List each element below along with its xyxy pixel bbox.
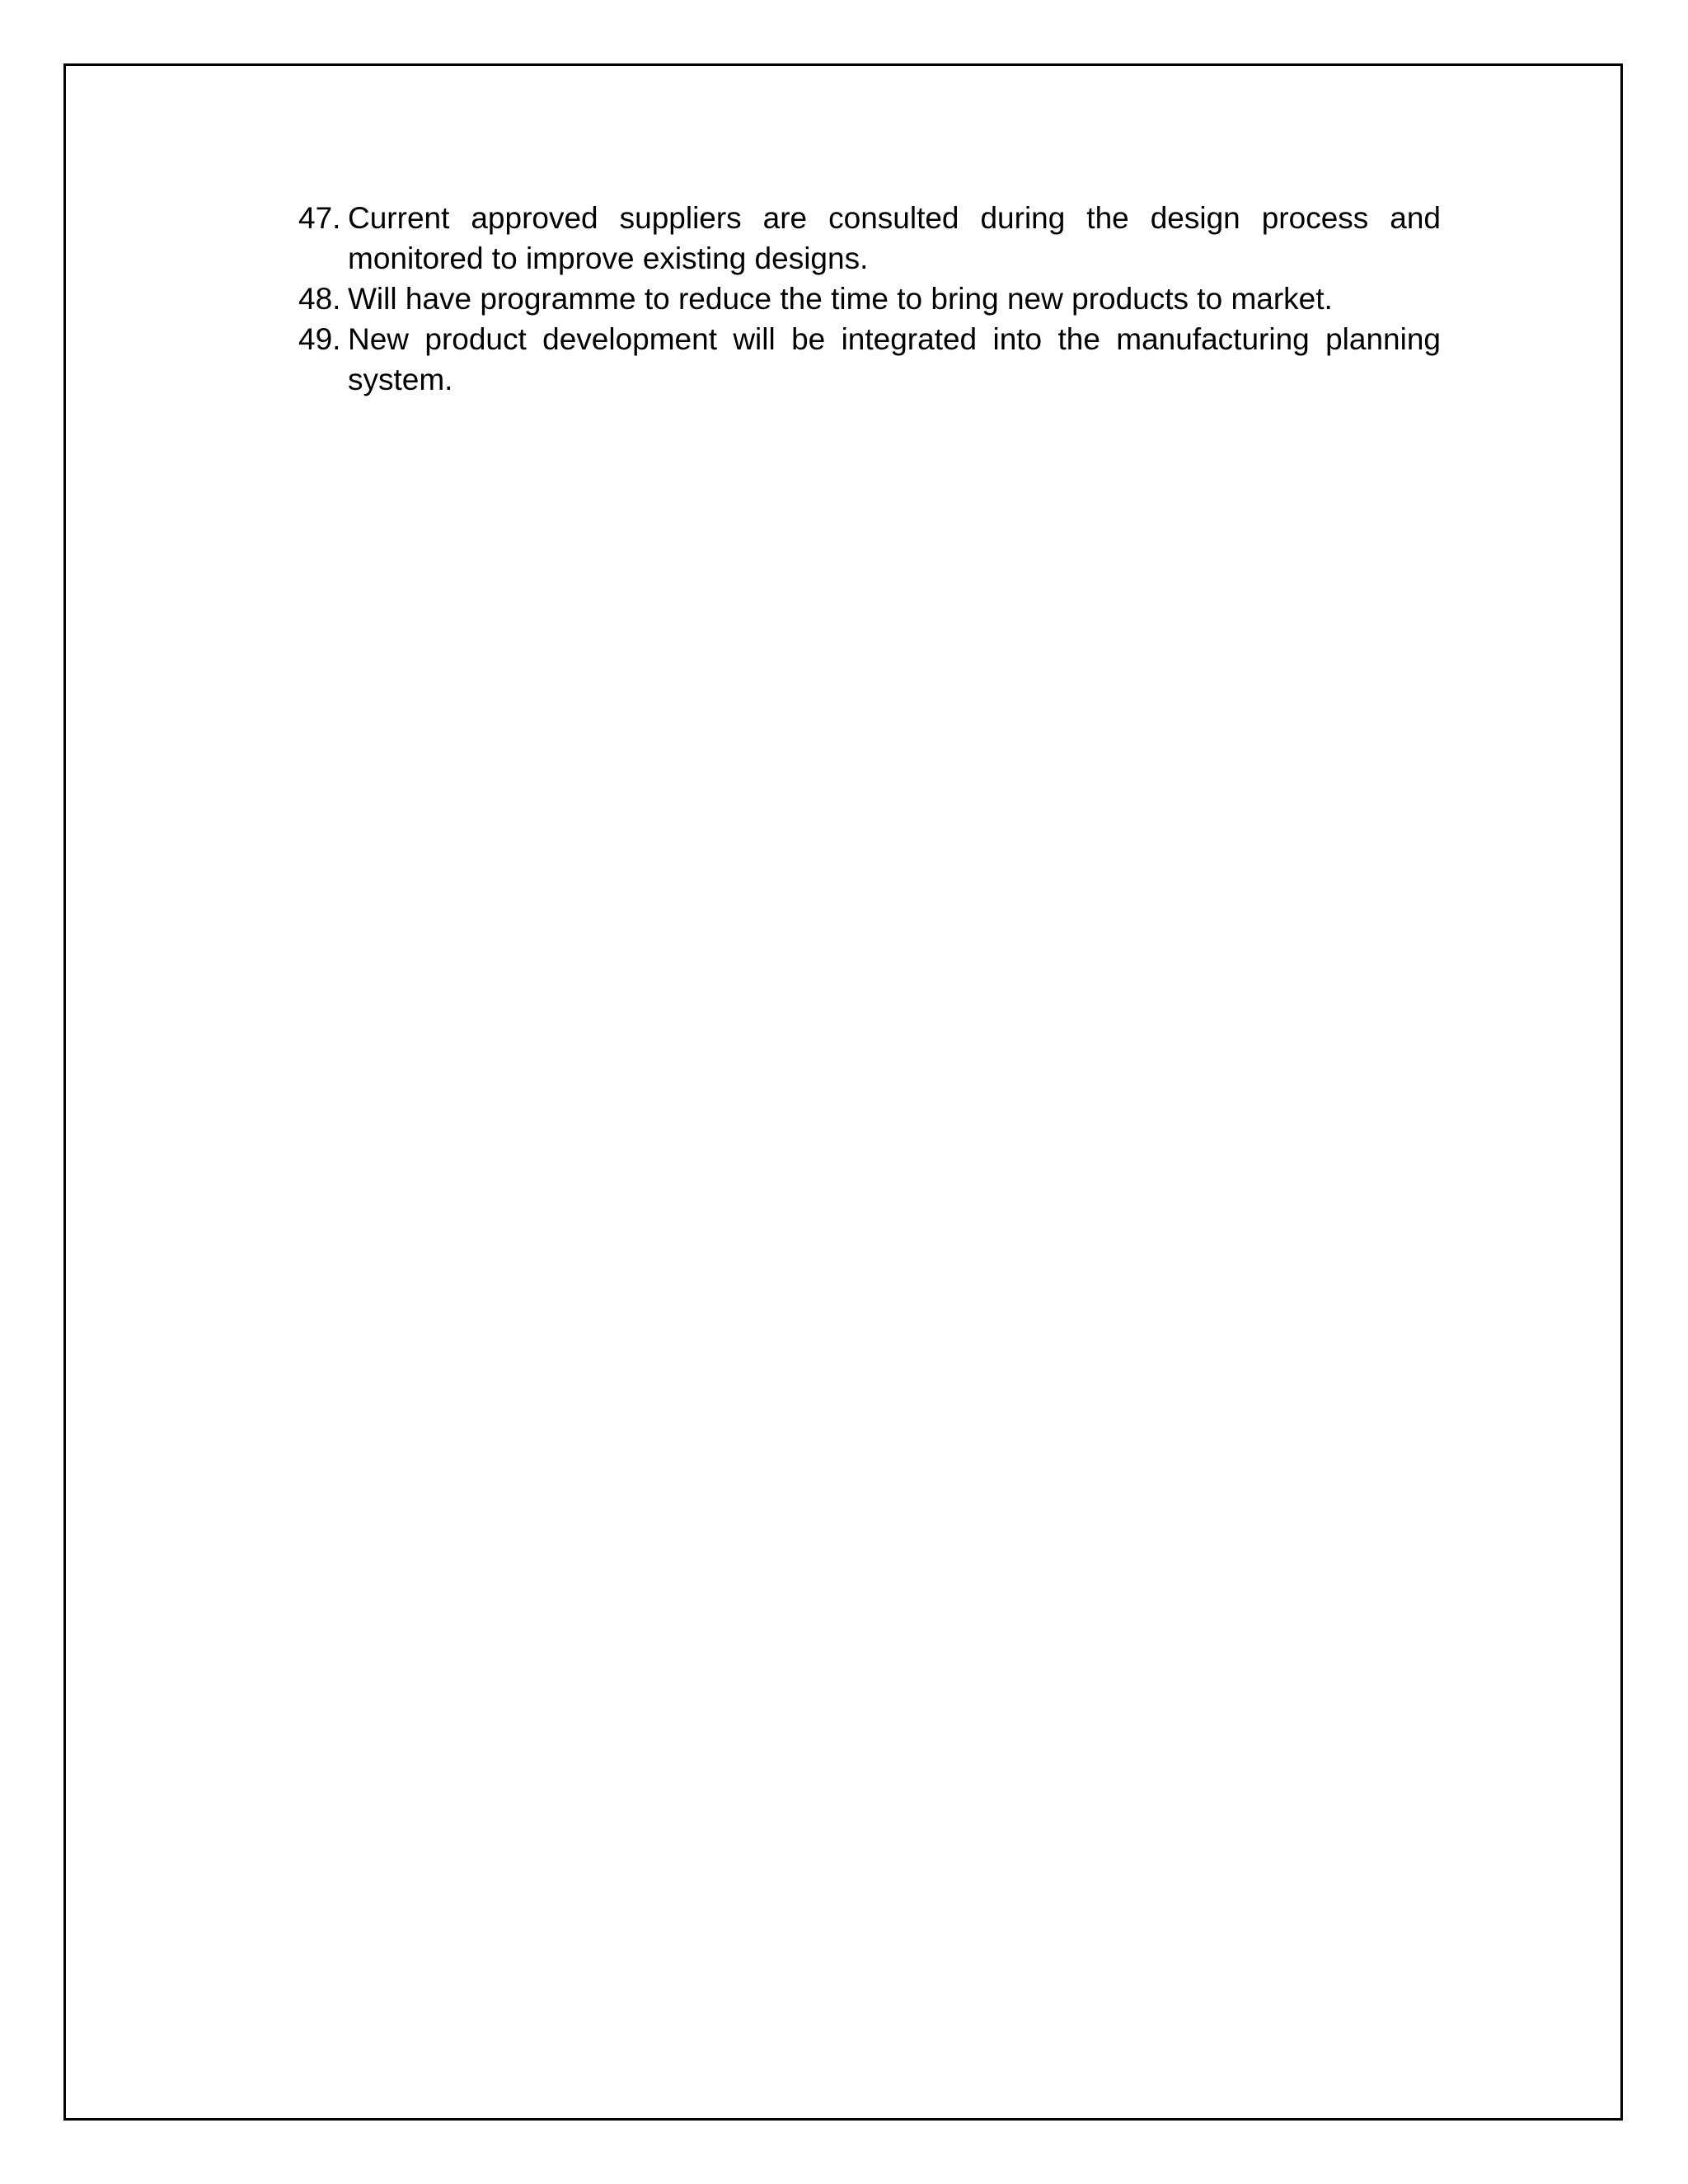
list-item-text: Will have programme to reduce the time to bring new products to market. [348,282,1333,316]
list-item-text: Current approved suppliers are consulted during the design process and monitored to improve existing designs. [348,201,1441,275]
list-item [298,319,1441,400]
list-item [298,279,1441,319]
list-item-text: New product development will be integrated into the manufacturing planning system. [348,322,1441,396]
document-body [298,198,1441,400]
list-item-number: 48. [298,282,341,316]
list-item-number: 47. [298,201,341,235]
numbered-list [298,198,1441,400]
list-item-number: 49. [298,322,341,356]
list-item [298,198,1441,279]
